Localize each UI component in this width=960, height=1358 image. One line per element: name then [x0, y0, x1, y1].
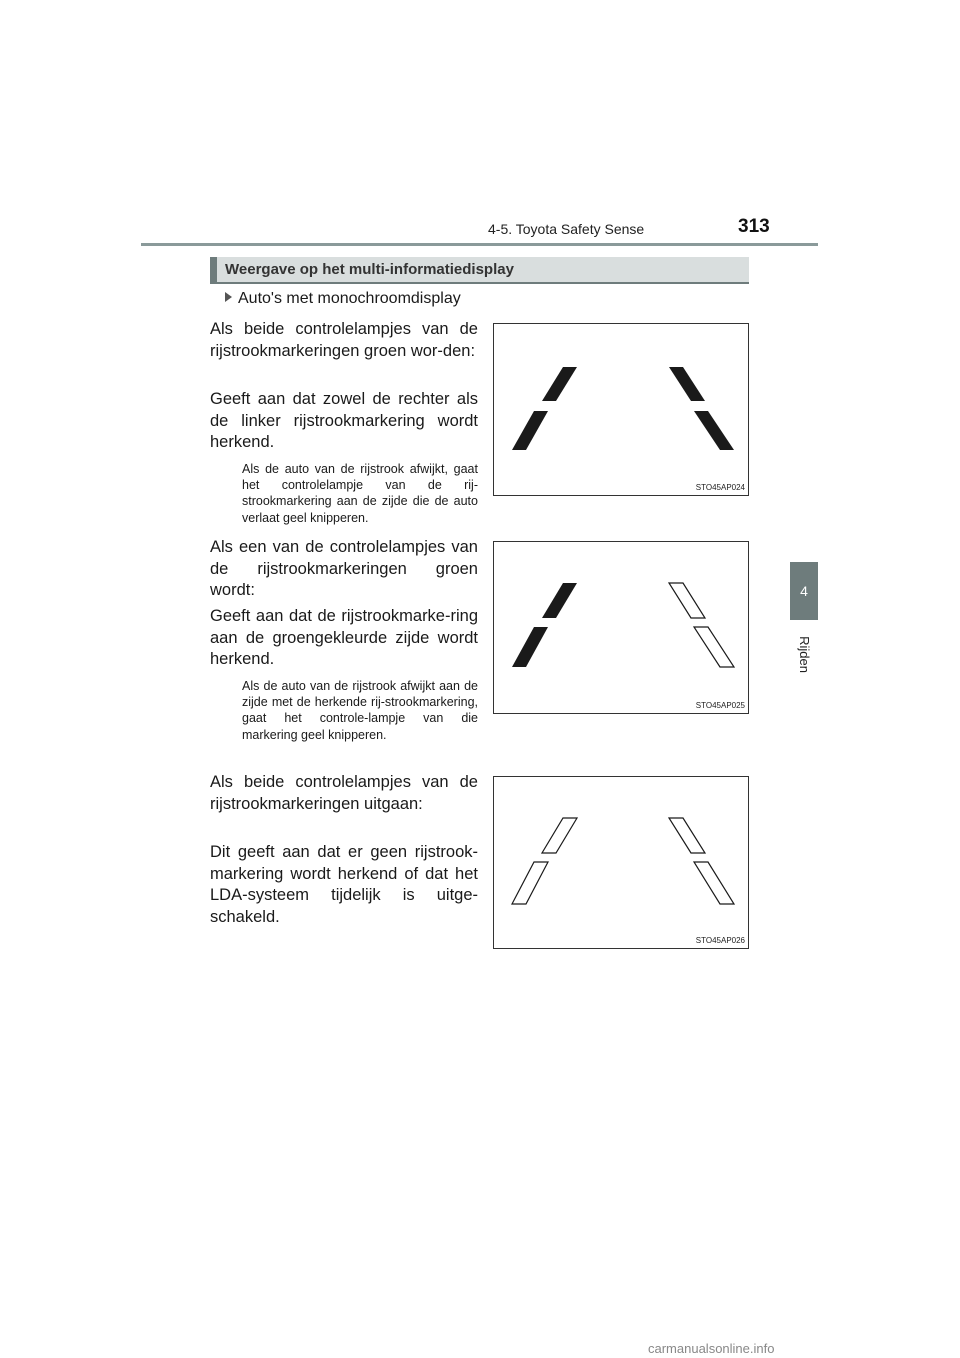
condition-text: Als beide controlelampjes van de rijstrookmarkeringen uitgaan:	[210, 773, 478, 813]
left-lane-lower-marker	[512, 862, 548, 904]
left-lane-upper-marker	[542, 583, 577, 618]
lane-markers-graphic	[494, 542, 750, 715]
chapter-label	[782, 632, 826, 676]
left-lane-lower-marker	[512, 627, 548, 667]
lane-markers-graphic	[494, 324, 750, 497]
section-heading-bar	[210, 257, 749, 284]
subheading-text: Auto's met monochroomdisplay	[238, 290, 461, 307]
meaning-text: Dit geeft aan dat er geen rijstrook-markering wordt herkend of dat het LDA-systeem tijdelijk is uitge-schakeld.	[210, 843, 478, 926]
left-lane-upper-marker	[542, 367, 577, 401]
right-lane-lower-marker	[694, 862, 734, 904]
right-lane-upper-marker	[669, 367, 705, 401]
right-lane-upper-marker	[669, 818, 705, 853]
page-number: 313	[738, 216, 770, 237]
chapter-tab	[790, 562, 818, 620]
lane-markers-graphic	[494, 777, 750, 950]
left-lane-lower-marker	[512, 411, 548, 450]
lane-indicator-figure	[493, 541, 749, 714]
left-lane-upper-marker	[542, 818, 577, 853]
chapter-label-text: Rijden	[796, 635, 812, 673]
section-heading-accent	[210, 257, 217, 282]
section-heading: Weergave op het multi-informatiedisplay	[225, 261, 514, 278]
right-lane-lower-marker	[694, 411, 734, 450]
meaning-text: Geeft aan dat zowel de rechter als de linker rijstrookmarkering wordt herkend.	[210, 390, 478, 451]
header-section-title: 4-5. Toyota Safety Sense	[488, 221, 645, 237]
subheading	[225, 290, 461, 308]
chapter-number: 4	[800, 583, 808, 599]
meaning-text: Geeft aan dat de rijstrookmarke-ring aan de groengekleurde zijde wordt herkend.	[210, 607, 478, 668]
lane-indicator-figure	[493, 776, 749, 949]
note-text: Als de auto van de rijstrook afwijkt, gaat het controlelampje van de rij-strookmarkering aan de zijde die de auto verlaat geel knipperen.	[242, 462, 478, 525]
condition-text: Als een van de controlelampjes van de rijstrookmarkeringen groen wordt:	[210, 538, 478, 599]
figure-code: STO45AP025	[695, 701, 745, 710]
header-divider	[141, 243, 818, 246]
condition-text: Als beide controlelampjes van de rijstrookmarkeringen groen wor-den:	[210, 320, 478, 360]
watermark: carmanualsonline.info	[648, 1341, 775, 1356]
figure-code: STO45AP024	[695, 483, 745, 492]
figure-code: STO45AP026	[695, 936, 745, 945]
note-text: Als de auto van de rijstrook afwijkt aan de zijde met de herkende rij-strookmarkering, gaat het controle-lampje van die markering geel knipperen.	[242, 679, 478, 742]
lane-indicator-figure	[493, 323, 749, 496]
right-lane-upper-marker	[669, 583, 705, 618]
right-lane-lower-marker	[694, 627, 734, 667]
triangle-bullet-icon	[225, 292, 232, 302]
